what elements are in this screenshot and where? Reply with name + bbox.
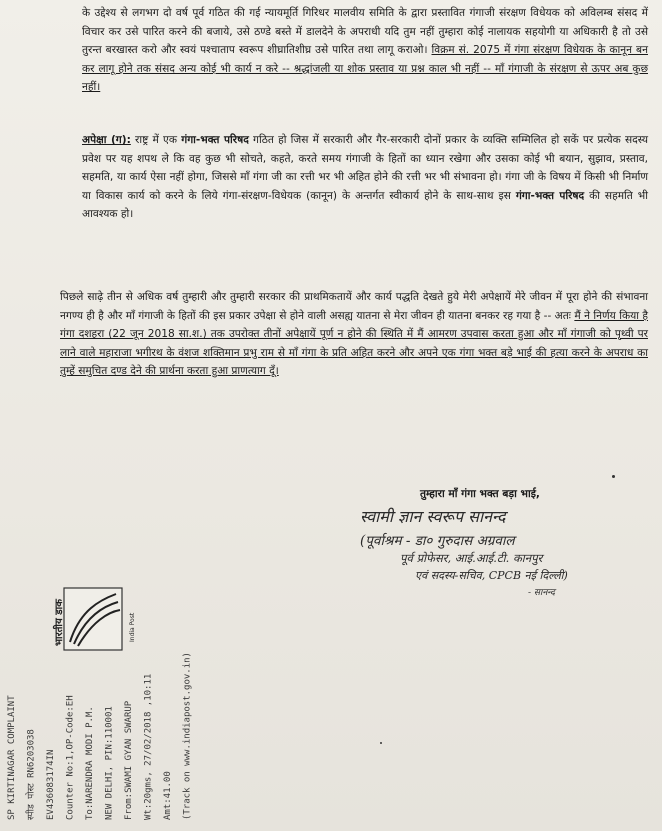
speck — [612, 475, 615, 478]
receipt-svg — [0, 580, 240, 830]
paragraph-3 — [60, 288, 648, 381]
paragraph-1 — [82, 4, 648, 97]
signature-professor: पूर्व प्रोफेसर, आई.आई.टी. कानपुर — [400, 551, 543, 565]
paragraph-1-underlined: विक्रम सं. 2075 में गंगा संरक्षण विधेयक के कानून बन कर लागू होने तक संसद अन्य कोई भी कार्य न करे -- श्रद्धांजली या शोक प्रस्ताव या प्रश्न काल भी नहीं -- माँ गंगाजी के संरक्षण से ऊपर अब कुछ नहीं। — [82, 44, 648, 94]
paragraph-2-text-b: गठित हो जिस में सरकारी और गैर-सरकारी दोनों प्रकार के व्यक्ति सम्मिलित हो सकें पर प्रत्येक सदस्य प्रवेश पर यह शपथ ले कि वह कुछ भी सोचते, कहते, करते समय गंगाजी के हितों का ध्यान रखेगा और उसका कोई भी बयान, सुझाव, प्रस्ताव, सहमति, या कार्य ऐसा नहीं होगा, जिससे माँ गंगा जी का रत्ती भर भी अहित होने की रत्ती भर भी संभावना हो। गंगा जी के विषय में किसी भी निर्माण या विकास कार्य को करने के लिये गंगा-संरक्षण-विधेयक (कानून) के अन्तर्गत स्वीकार्य होने के साथ-साथ इस — [82, 134, 649, 202]
paragraph-2-text-c: की सहमति भी आवश्यक हो। — [82, 189, 648, 221]
signature-cpcb: एवं सदस्य-सचिव, CPCB नई दिल्ली) — [415, 569, 568, 582]
receipt-line: From:SWAMI GYAN SWARUP — [124, 700, 134, 820]
signature-block — [360, 487, 650, 598]
receipt-line: Amt:41.00 — [163, 771, 173, 820]
receipt-line: To:NARENDRA MODI P.M. — [85, 706, 95, 820]
speed-post-receipt — [0, 580, 240, 830]
signature-initials: - सानन्द — [528, 588, 555, 598]
paragraph-2 — [82, 131, 648, 224]
receipt-line: Wt:20gms, 27/02/2018 ,10:11 — [143, 673, 154, 820]
receipt-line: स्पीड पोस्ट RN6203038 — [26, 729, 37, 820]
signature-name: स्वामी ज्ञान स्वरूप सानन्द — [360, 507, 506, 526]
logo-sub: India Post — [129, 612, 136, 642]
paragraph-1-text: के उद्देश्य से लगभग दो वर्ष पूर्व गठित की गई न्यायमूर्ति गिरिधर मालवीय समिति के द्वारा प्रस्तावित गंगाजी संरक्षण विधेयक को अविलम्ब संसद में विचार कर उसे पारित करने की बजाये, उसे ठण्डे बस्ते में डालदेने के अपराधी यदि तुम नहीं तुम्हारा कोई नालायक सहयोगी या अधिकारी है तो उसे तुरन्त बरखास्त करो और स्वयं पश्चाताप स्वरूप शीघ्रातिशीघ्र उसे पारित तथा लागू कराओ। — [82, 7, 648, 57]
receipt-line: (Track on www.indiapost.gov.in) — [182, 652, 193, 820]
signature-purvashram: (पूर्वाश्रम - डा० गुरुदास अग्रवाल — [360, 533, 515, 549]
receipt-line: EV436083174IN — [46, 749, 56, 820]
closing-line: तुम्हारा माँ गंगा भक्त बड़ा भाई, — [420, 488, 540, 500]
receipt-line: Counter No:1,OP-Code:EH — [65, 695, 76, 820]
logo-text: भारतीय डाक — [54, 599, 65, 646]
india-post-logo — [52, 588, 136, 650]
expectation-label: अपेक्षा (ग): — [82, 134, 131, 146]
speck — [380, 742, 382, 744]
paragraph-2-text-a: राष्ट्र में एक — [135, 134, 178, 146]
paragraph-3-underlined: मैं ने निर्णय किया है गंगा दशहरा (22 जून 2018 सा.श.) तक उपरोक्त तीनों अपेक्षायें पूर्ण न होने की स्थिति में मैं आमरण उपवास करता हुआ और माँ गंगाजी को पृथ्वी पर लाने वाले महाराजा भगीरथ के वंशज शक्तिमान प्रभु राम से माँ गंगा के प्रति अहित करने और अपने एक गंगा भक्त बड़े भाई की हत्या करने के अपराध का तुम्हें समुचित दण्ड देने की प्रार्थना करता हुआ प्राणत्याग दूँ। — [60, 309, 648, 378]
paragraph-3-text: पिछले साढ़े तीन से अधिक वर्ष तुम्हारी और तुम्हारी सरकार की प्राथमिकतायें और कार्य पद्धति देखते हुये मेरी अपेक्षायें मेरे जीवन में पूरा होने की संभावना नगण्य ही है और माँ गंगाजी के हितों की इस प्रकार उपेक्षा से होने वाली असह्य यातना से मेरा जीवन ही यातना बनकर रह गया है -- अतः — [60, 291, 648, 322]
ganga-bhakt-parishad-2: गंगा-भक्त परिषद — [515, 189, 585, 202]
receipt-line: NEW DELHI, PIN:110001 — [104, 706, 115, 820]
receipt-line: SP KIRTINAGAR COMPLAINT — [7, 695, 17, 820]
ganga-bhakt-parishad: गंगा-भक्त परिषद — [181, 134, 249, 146]
